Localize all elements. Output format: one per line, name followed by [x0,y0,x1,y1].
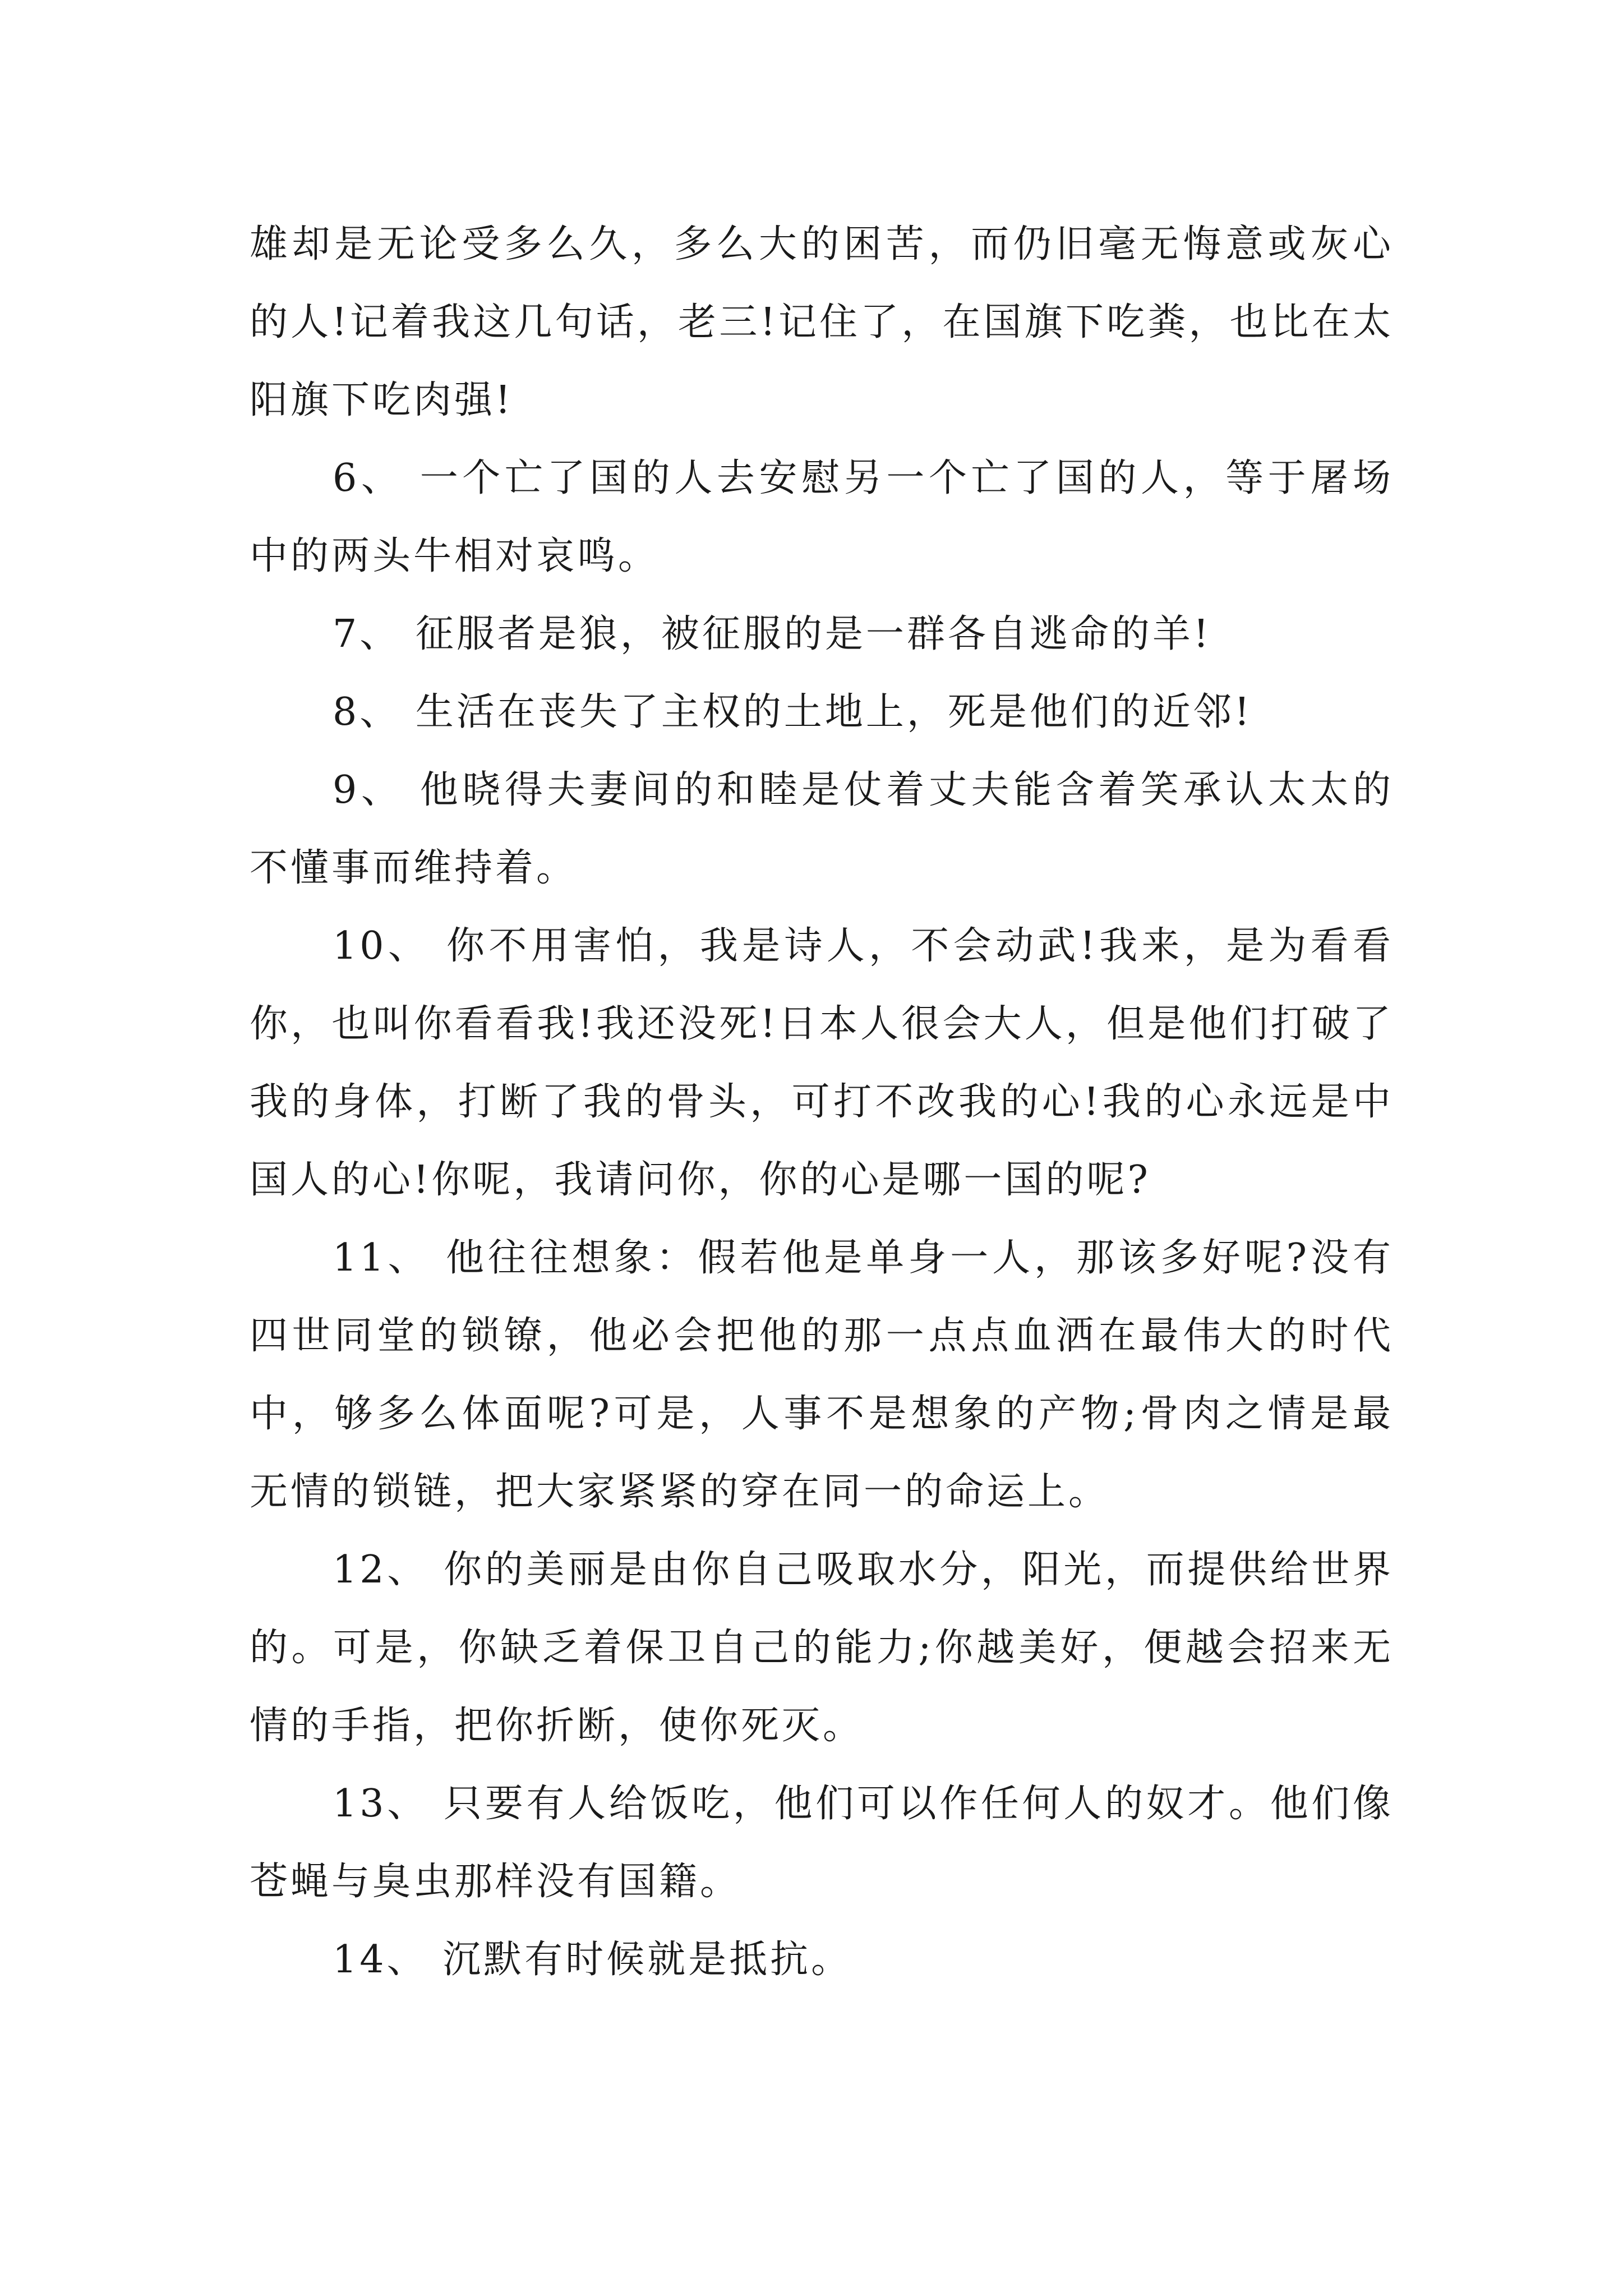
paragraph-13: 13、 只要有人给饭吃，他们可以作任何人的奴才。他们像苍蝇与臭虫那样没有国籍。 [250,1782,1394,1904]
paragraph-8: 8、 生活在丧失了主权的土地上，死是他们的近邻! [333,690,1253,734]
paragraph-11: 11、 他往往想象：假若他是单身一人，那该多好呢?没有四世同堂的锁镣，他必会把他的那一点点血洒在最伟大的时代中，够多么体面呢?可是，人事不是想象的产物;骨肉之情是最无情的锁链，把大家紧紧的穿在同一的命运上。 [250,1236,1394,1514]
paragraph-6: 6、 一个亡了国的人去安慰另一个亡了国的人，等于屠场中的两头牛相对哀鸣。 [250,456,1394,578]
paragraph-5-continuation: 雄却是无论受多么久，多么大的困苦，而仍旧毫无悔意或灰心的人!记着我这几句话，老三!记住了，在国旗下吃粪，也比在太阳旗下吃肉强! [250,222,1394,422]
paragraph-7: 7、 征服者是狼，被征服的是一群各自逃命的羊! [333,612,1212,656]
paragraph-12: 12、 你的美丽是由你自己吸取水分，阳光，而提供给世界的。可是，你缺乏着保卫自己的能力;你越美好，便越会招来无情的手指，把你折断，使你死灭。 [250,1548,1394,1748]
paragraph-14: 14、 沉默有时候就是抵抗。 [333,1938,852,1982]
document-page [250,205,1394,1999]
paragraph-10: 10、 你不用害怕，我是诗人，不会动武!我来，是为看看你，也叫你看看我!我还没死!日本人很会大人，但是他们打破了我的身体，打断了我的骨头，可打不改我的心!我的心永远是中国人的心!你呢，我请问你，你的心是哪一国的呢? [250,924,1394,1202]
paragraph-9: 9、 他晓得夫妻间的和睦是仗着丈夫能含着笑承认太太的不懂事而维持着。 [250,768,1394,890]
